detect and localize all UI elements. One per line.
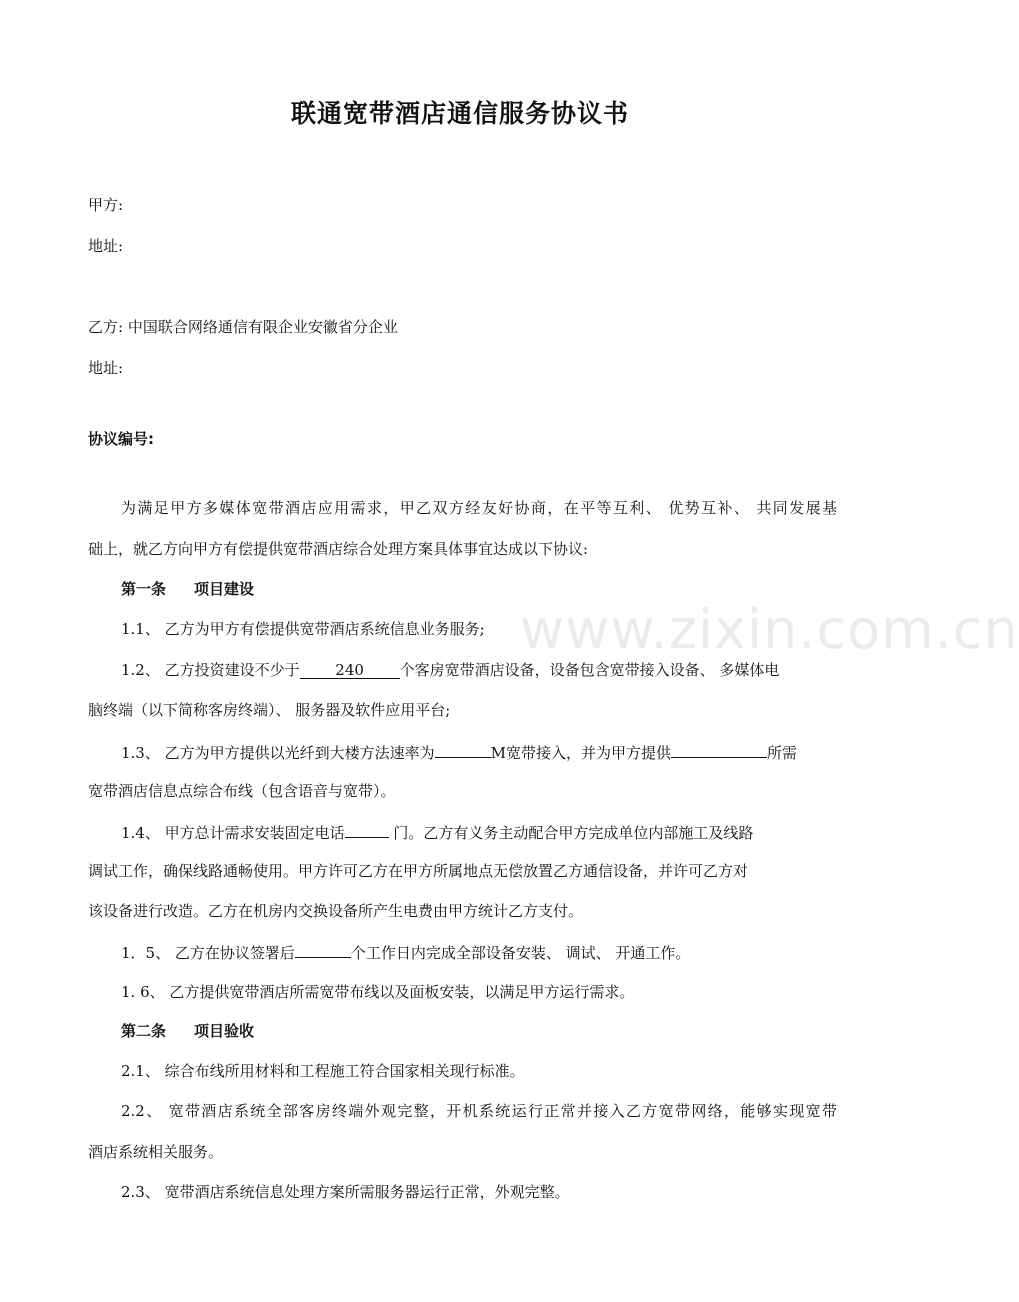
room-count-blank: 240 <box>300 662 400 679</box>
clause-1-3-post: 所需 <box>767 744 798 762</box>
workdays-blank <box>295 941 351 958</box>
clause-1-2-line-2: 脑终端（以下简称客房终端）、 服务器及软件应用平台; <box>88 701 451 719</box>
clause-1-1: 1.1、 乙方为甲方有偿提供宽带酒店系统信息业务服务; <box>121 620 485 638</box>
article-2-heading <box>121 1021 254 1041</box>
bandwidth-blank <box>435 741 491 758</box>
intro-line-1: 为满足甲方多媒体宽带酒店应用需求，甲乙双方经友好协商，在平等互利、 优势互补、 共同发展基 <box>121 499 837 517</box>
party-a-label: 甲方: <box>88 196 124 214</box>
clause-1-3-line-2: 宽带酒店信息点综合布线（包含语音与宽带）。 <box>88 782 396 800</box>
agreement-number-label: 协议编号: <box>88 430 154 448</box>
intro-line-2: 础上，就乙方向甲方有偿提供宽带酒店综合处理方案具体事宜达成以下协议: <box>88 540 589 558</box>
clause-1-3-pre: 1.3、 乙方为甲方提供以光纤到大楼方法速率为 <box>121 744 435 762</box>
clause-2-2-line-2: 酒店系统相关服务。 <box>88 1143 224 1161</box>
clause-1-2-post: 个客房宽带酒店设备，设备包含宽带接入设备、 多媒体电 <box>399 661 780 679</box>
watermark: www.zixin.com.cn <box>520 598 1019 661</box>
article-1-heading <box>121 579 254 599</box>
clause-1-3 <box>121 741 797 763</box>
article-1-number: 第一条 <box>121 580 167 598</box>
clause-1-5-pre: 1．5、 乙方在协议签署后 <box>121 944 295 962</box>
clause-1-5 <box>121 941 690 963</box>
clause-1-4-line-2: 调试工作，确保线路通畅使用。甲方许可乙方在甲方所属地点无偿放置乙方通信设备，并许可乙方对 <box>88 862 749 880</box>
document-title: 联通宽带酒店通信服务协议书 <box>290 99 629 128</box>
clause-1-3-mid: M宽带接入，并为甲方提供 <box>490 744 672 762</box>
clause-1-6: 1. 6、 乙方提供宽带酒店所需宽带布线以及面板安装，以满足甲方运行需求。 <box>121 983 635 1001</box>
article-2-number: 第二条 <box>121 1022 167 1040</box>
article-1-title: 项目建设 <box>194 580 255 598</box>
clause-1-4-line-3: 该设备进行改造。乙方在机房内交换设备所产生电费由甲方统计乙方支付。 <box>88 902 584 920</box>
party-b-address-label: 地址: <box>88 359 124 377</box>
party-b-name: 中国联合网络通信有限企业安徽省分企业 <box>127 318 398 336</box>
clause-1-4-post: 门。乙方有义务主动配合甲方完成单位内部施工及线路 <box>388 824 754 842</box>
info-points-blank <box>671 741 767 758</box>
clause-2-2: 2.2、 宽带酒店系统全部客房终端外观完整，开机系统运行正常并接入乙方宽带网络，能够实现宽带 <box>121 1102 837 1120</box>
clause-1-2-pre: 1.2、 乙方投资建设不少于 <box>121 661 300 679</box>
party-a-address-label: 地址: <box>88 237 124 255</box>
clause-1-4-pre: 1.4、 甲方总计需求安装固定电话 <box>121 824 345 842</box>
phone-count-blank <box>345 821 389 838</box>
party-b-label: 乙方: <box>88 318 124 336</box>
clause-1-5-post: 个工作日内完成全部设备安装、 调试、 开通工作。 <box>350 944 691 962</box>
clause-2-1: 2.1、 综合布线所用材料和工程施工符合国家相关现行标准。 <box>121 1062 525 1080</box>
article-2-title: 项目验收 <box>194 1022 255 1040</box>
clause-1-2 <box>121 660 779 680</box>
clause-2-3: 2.3、 宽带酒店系统信息处理方案所需服务器运行正常，外观完整。 <box>121 1183 570 1201</box>
party-b-line <box>88 317 398 337</box>
clause-1-4 <box>121 821 753 843</box>
